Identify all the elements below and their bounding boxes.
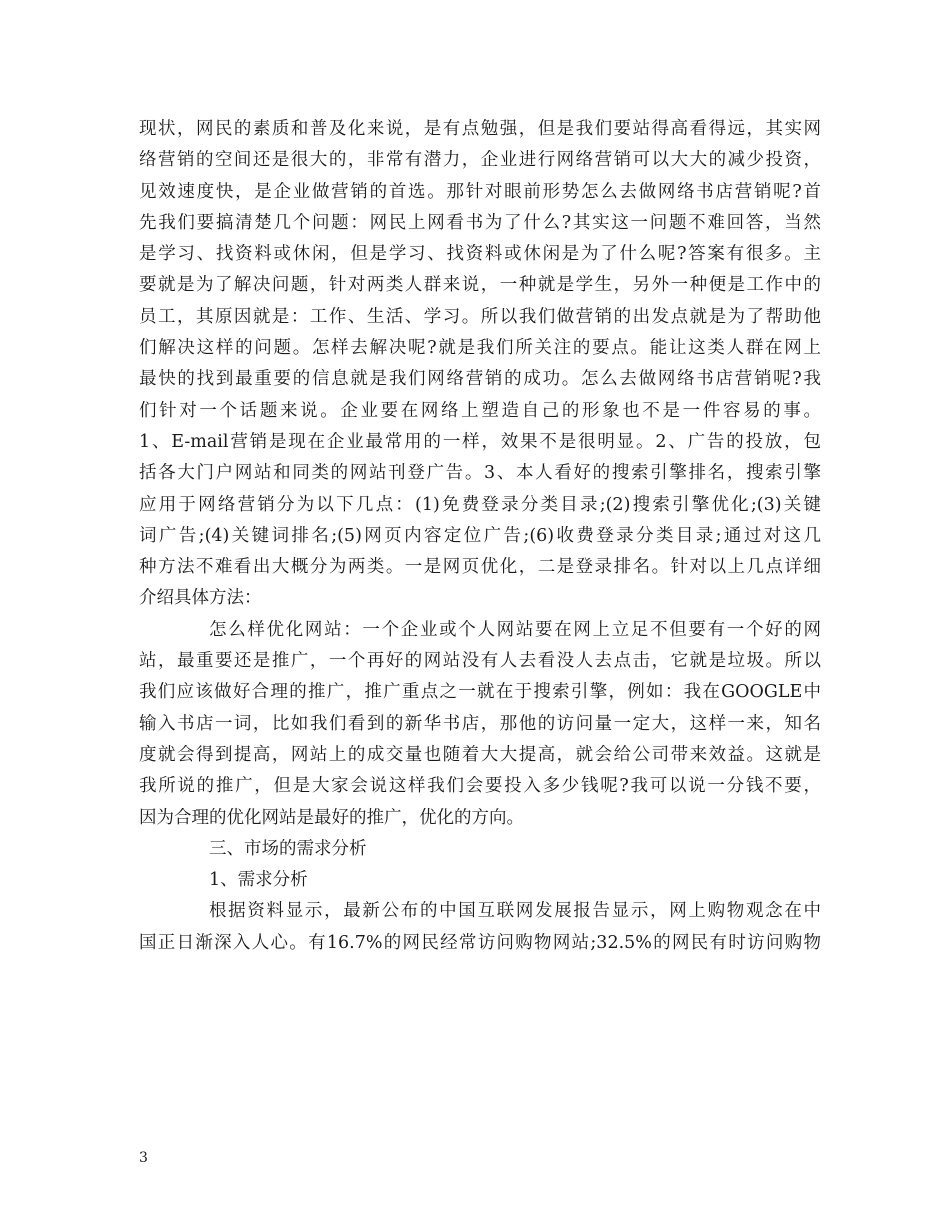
text-line: 种方法不难看出大概分为两类。一是网页优化，二是登录排名。针对以上几点详细 bbox=[139, 557, 821, 578]
text-line: 们针对一个话题来说。企业要在网络上塑造自己的形象也不是一件容易的事。 bbox=[139, 400, 821, 421]
subsection-heading: 1、需求分析 bbox=[209, 870, 308, 891]
text-line: 1、E-mail营销是现在企业最常用的一样，效果不是很明显。2、广告的投放，包 bbox=[139, 431, 821, 452]
text-line: 要就是为了解决问题，针对两类人群来说，一种就是学生，另外一种便是工作中的 bbox=[139, 275, 821, 296]
text-line: 员工，其原因就是：工作、生活、学习。所以我们做营销的出发点就是为了帮助他 bbox=[139, 306, 821, 327]
text-line: 括各大门户网站和同类的网站刊登广告。3、本人看好的搜索引擎排名，搜索引擎 bbox=[139, 463, 821, 484]
section-heading: 三、市场的需求分析 bbox=[209, 838, 367, 859]
text-line: 应用于网络营销分为以下几点：(1)免费登录分类目录;(2)搜索引擎优化;(3)关键 bbox=[139, 494, 821, 515]
text-line: 先我们要搞清楚几个问题：网民上网看书为了什么?其实这一问题不难回答，当然 bbox=[139, 212, 821, 233]
text-line: 度就会得到提高，网站上的成交量也随着大大提高，就会给公司带来效益。这就是 bbox=[139, 744, 821, 765]
text-line: 介绍具体方法： bbox=[139, 588, 262, 609]
text-line: 根据资料显示，最新公布的中国互联网发展报告显示，网上购物观念在中 bbox=[209, 901, 821, 922]
page-number: 3 bbox=[139, 1150, 148, 1166]
text-line: 站，最重要还是推广，一个再好的网站没有人去看没人去点击，它就是垃圾。所以 bbox=[139, 651, 821, 672]
text-line: 输入书店一词，比如我们看到的新华书店，那他的访问量一定大，这样一来，知名 bbox=[139, 713, 821, 734]
text-line: 词广告;(4)关键词排名;(5)网页内容定位广告;(6)收费登录分类目录;通过对这几 bbox=[139, 525, 821, 546]
text-line: 因为合理的优化网站是最好的推广，优化的方向。 bbox=[139, 807, 524, 828]
text-line: 络营销的空间还是很大的，非常有潜力，企业进行网络营销可以大大的减少投资， bbox=[139, 150, 821, 171]
text-line: 见效速度快，是企业做营销的首选。那针对眼前形势怎么去做网络书店营销呢?首 bbox=[139, 181, 821, 202]
text-line: 国正日渐深入人心。有16.7%的网民经常访问购物网站;32.5%的网民有时访问购物 bbox=[139, 932, 821, 953]
text-line: 最快的找到最重要的信息就是我们网络营销的成功。怎么去做网络书店营销呢?我 bbox=[139, 369, 821, 390]
text-line: 现状，网民的素质和普及化来说，是有点勉强，但是我们要站得高看得远，其实网 bbox=[139, 119, 821, 139]
text-line: 怎么样优化网站：一个企业或个人网站要在网上立足不但要有一个好的网 bbox=[209, 619, 821, 640]
text-line: 我所说的推广，但是大家会说这样我们会要投入多少钱呢?我可以说一分钱不要， bbox=[139, 776, 821, 797]
text-line: 我们应该做好合理的推广，推广重点之一就在于搜索引擎，例如：我在GOOGLE中 bbox=[139, 682, 821, 703]
body-text bbox=[139, 114, 821, 959]
text-line: 是学习、找资料或休闲，但是学习、找资料或休闲是为了什么呢?答案有很多。主 bbox=[139, 244, 821, 265]
text-line: 们解决这样的问题。怎样去解决呢?就是我们所关注的要点。能让这类人群在网上 bbox=[139, 338, 821, 359]
